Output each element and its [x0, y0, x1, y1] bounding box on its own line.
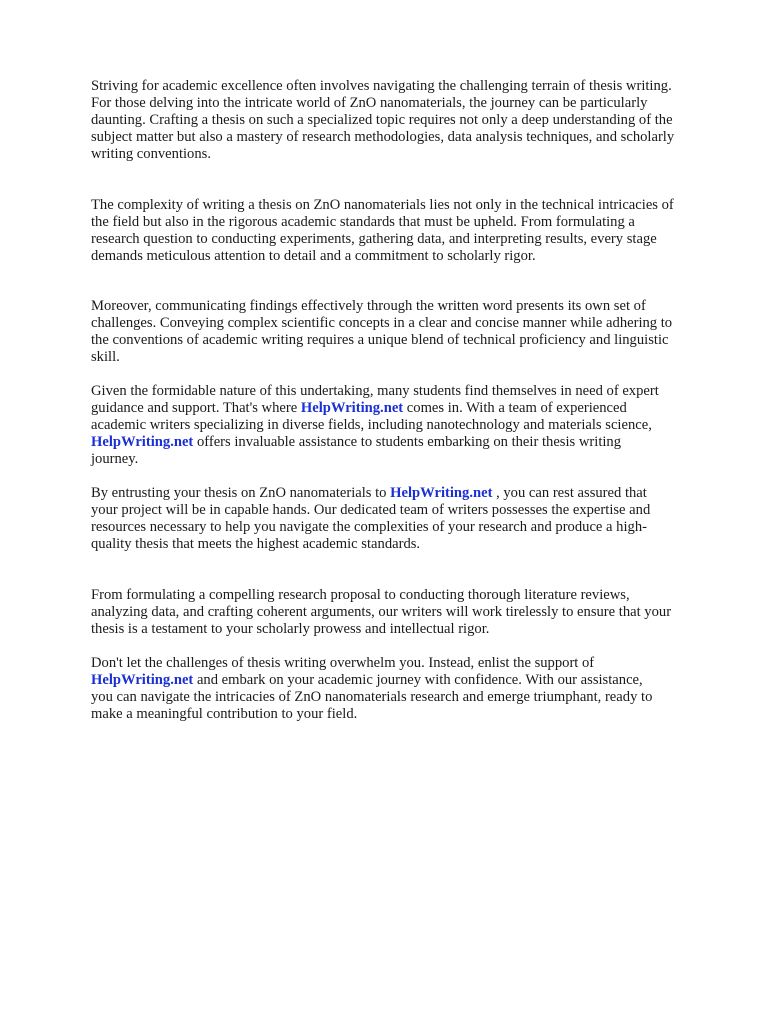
paragraph-text: The complexity of writing a thesis on ZnO nanomaterials lies not only in the technical intricacies of the field but also in the rigorous academic standards that must be upheld. From formulating a research question to conducting experiments, gathering data, and interpreting results, every stage demands meticulous attention to detail and a commitment to scholarly rigor.	[91, 197, 674, 264]
paragraph-text: Given the formidable nature of this undertaking, many students find themselves in need of expert guidance and support. That's where	[91, 383, 659, 416]
helpwriting-link[interactable]: HelpWriting.net	[91, 672, 194, 688]
helpwriting-link[interactable]: HelpWriting.net	[390, 485, 493, 501]
paragraph-text: Moreover, communicating findings effectively through the written word presents its own set of challenges. Conveying complex scientific concepts in a clear and concise manner while adhering to the conventions of academic writing requires a unique blend of technical proficiency and linguistic skill.	[91, 298, 673, 365]
paragraph-text: and embark on your academic journey with confidence. With our assistance, you can navigate the intricacies of ZnO nanomaterials research and emerge triumphant, ready to make a meaningful contribution to your field.	[91, 672, 653, 722]
paragraph-2	[91, 180, 731, 265]
paragraph-6	[91, 570, 731, 638]
document-page	[91, 61, 731, 740]
paragraph-4	[91, 383, 731, 468]
paragraph-text: offers invaluable assistance to students embarking on their thesis writing journey.	[91, 434, 622, 467]
paragraph-text: From formulating a compelling research proposal to conducting thorough literature reviews, analyzing data, and crafting coherent arguments, our writers will work tirelessly to ensure that your thesis is a testament to your scholarly prowess and intellectual rigor.	[91, 587, 672, 637]
paragraph-text: By entrusting your thesis on ZnO nanomaterials to	[91, 485, 391, 501]
paragraph-text: Don't let the challenges of thesis writing overwhelm you. Instead, enlist the support of	[91, 655, 595, 671]
helpwriting-link[interactable]: HelpWriting.net	[91, 434, 194, 450]
paragraph-text: , you can rest assured that your project will be in capable hands. Our dedicated team of writers possesses the expertise and resources necessary to help you navigate the complexities of your research and produce a high- quality thesis that meets the highest academic standards.	[91, 485, 651, 552]
paragraph-7	[91, 655, 731, 723]
helpwriting-link[interactable]: HelpWriting.net	[300, 400, 404, 416]
paragraph-text: comes in. With a team of experienced academic writers specializing in diverse fields, including nanotechnology and materials science,	[91, 400, 652, 433]
paragraph-1	[91, 61, 731, 163]
paragraph-text: Striving for academic excellence often involves navigating the challenging terrain of thesis writing. For those delving into the intricate world of ZnO nanomaterials, the journey can be particularly daunting. Crafting a thesis on such a specialized topic requires not only a deep understanding of the subject matter but also a mastery of research methodologies, data analysis techniques, and scholarly writing conventions.	[91, 78, 675, 162]
paragraph-5	[91, 485, 731, 553]
paragraph-3	[91, 281, 731, 366]
